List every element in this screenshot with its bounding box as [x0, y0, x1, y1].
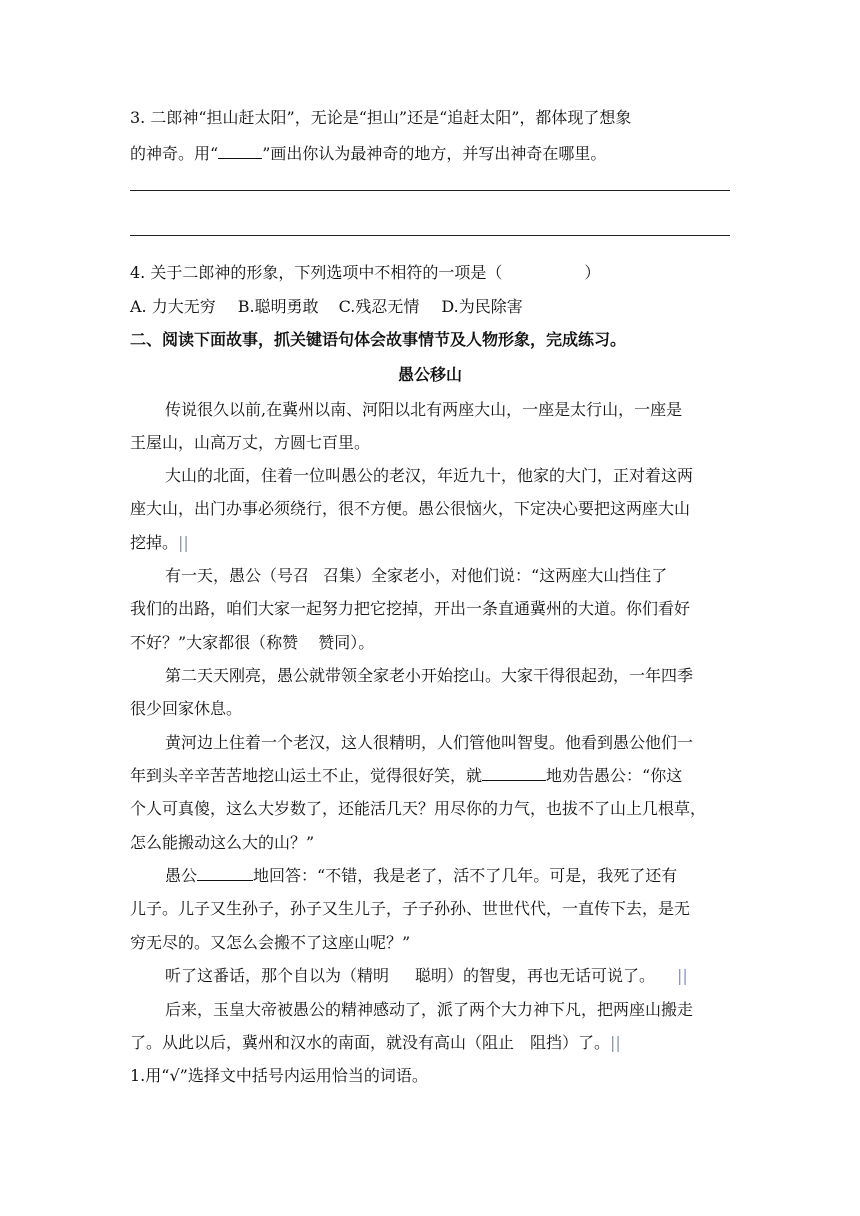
answer-line-2[interactable] — [130, 235, 730, 236]
story-p4-line-2: 很少回家休息。 — [130, 699, 243, 718]
story-title: 愚公移山 — [397, 365, 462, 384]
story-p1-line-2: 王屋山，山高万丈，方圆七百里。 — [130, 433, 371, 452]
story-p6-line-1 — [165, 866, 677, 886]
story-p7-line-1-end: 聪明）的智叟，再也无话可说了。 — [415, 966, 656, 985]
story-p7-line-1 — [165, 966, 688, 986]
story-p7-line-1-start: 听了这番话，那个自以为（精明 — [165, 966, 390, 985]
story-p3-line-2: 我们的出路，咱们大家一起努力把它挖掉，开出一条直通冀州的大道。你们看好 — [130, 599, 691, 618]
story-p6-line-1-end: 地回答：“不错，我是老了，活不了几年。可是，我死了还有 — [253, 866, 678, 885]
q4-question-text: 4. 关于二郎神的形象，下列选项中不相符的一项是（ — [130, 263, 503, 282]
q3-line-1: 3. 二郎神“担山赶太阳”，无论是“担山”还是“追赶太阳”，都体现了想象 — [130, 108, 632, 127]
q4-option-c[interactable]: C.残忍无情 — [338, 297, 420, 316]
section-divider-mark: || — [610, 1033, 621, 1052]
story-p2-line-1: 大山的北面，住着一位叫愚公的老汉，年近九十，他家的大门，正对着这两 — [165, 466, 694, 485]
q4-option-d[interactable]: D.为民除害 — [441, 297, 523, 316]
q3-underline-sample — [218, 144, 262, 159]
section-divider-mark: || — [178, 533, 189, 552]
story-p3-line-1 — [165, 566, 667, 586]
story-p5-line-2-end: 地劝告愚公：“你这 — [546, 766, 683, 785]
story-p2-line-2: 座大山，出门办事必须绕行，很不方便。愚公很恼火，下定决心要把这两座大山 — [130, 499, 691, 518]
story-p4-line-1: 第二天天刚亮，愚公就带领全家老小开始挖山。大家干得很起劲，一年四季 — [165, 666, 694, 685]
q3-line-2 — [130, 144, 606, 164]
story-p8-line-1: 后来，玉皇大帝被愚公的精神感动了，派了两个大力神下凡，把两座山搬走 — [165, 1000, 694, 1019]
story-p5-line-4: 怎么能搬动这么大的山？” — [130, 833, 315, 852]
story-p3-line-3-start: 不好？”大家都很（称赞 — [130, 633, 299, 652]
story-p5-line-1: 黄河边上住着一个老汉，这人很精明，人们管他叫智叟。他看到愚公他们一 — [165, 733, 694, 752]
story-p5-line-2 — [130, 766, 682, 786]
story-p5-line-2-start: 年到头辛辛苦苦地挖山运土不止，觉得很好笑，就 — [130, 766, 483, 785]
q3-line-2-start: 的神奇。用“ — [130, 144, 219, 163]
exercise-1: 1.用“√”选择文中括号内运用恰当的词语。 — [130, 1066, 428, 1085]
story-p5-line-3: 个人可真傻，这么大岁数了，还能活几天？用尽你的力气，也拔不了山上几根草， — [130, 799, 707, 818]
story-p3-line-3-end: 赞同）。 — [318, 633, 375, 652]
q4-close-paren: ） — [584, 263, 601, 282]
q4-option-b[interactable]: B.聪明勇敢 — [237, 297, 319, 316]
q3-line-2-end: ”画出你认为最神奇的地方，并写出神奇在哪里。 — [262, 144, 607, 163]
fill-blank-1[interactable] — [482, 766, 546, 781]
answer-line-1[interactable] — [130, 190, 730, 191]
section-2-heading: 二、阅读下面故事，抓关键语句体会故事情节及人物形象，完成练习。 — [130, 330, 627, 349]
story-p2-line-3-text: 挖掉。 — [130, 533, 179, 552]
story-p8-line-2-start: 了。从此以后，冀州和汉水的南面，就没有高山（阻止 — [130, 1033, 515, 1052]
story-p1-line-1: 传说很久以前,在冀州以南、河阳以北有两座大山，一座是太行山，一座是 — [165, 400, 683, 419]
q4-question — [130, 263, 600, 283]
fill-blank-2[interactable] — [197, 866, 253, 881]
story-p6-line-3: 穷无尽的。又怎么会搬不了这座山呢？” — [130, 933, 411, 952]
story-p3-line-1-end: 召集）全家老小，对他们说：“这两座大山挡住了 — [323, 566, 668, 585]
story-p8-line-2-end: 阻挡）了。 — [530, 1033, 611, 1052]
q4-options — [130, 297, 523, 317]
q4-option-a[interactable]: A. 力大无穷 — [130, 297, 216, 316]
story-p8-line-2 — [130, 1033, 621, 1053]
section-divider-mark: || — [677, 966, 688, 985]
story-p2-line-3 — [130, 533, 189, 553]
story-p6-line-2: 儿子。儿子又生孙子，孙子又生儿子，子子孙孙、世世代代，一直传下去，是无 — [130, 899, 691, 918]
story-p3-line-1-start: 有一天，愚公（号召 — [165, 566, 310, 585]
story-p6-line-1-start: 愚公 — [165, 866, 198, 885]
story-p3-line-3 — [130, 633, 374, 653]
